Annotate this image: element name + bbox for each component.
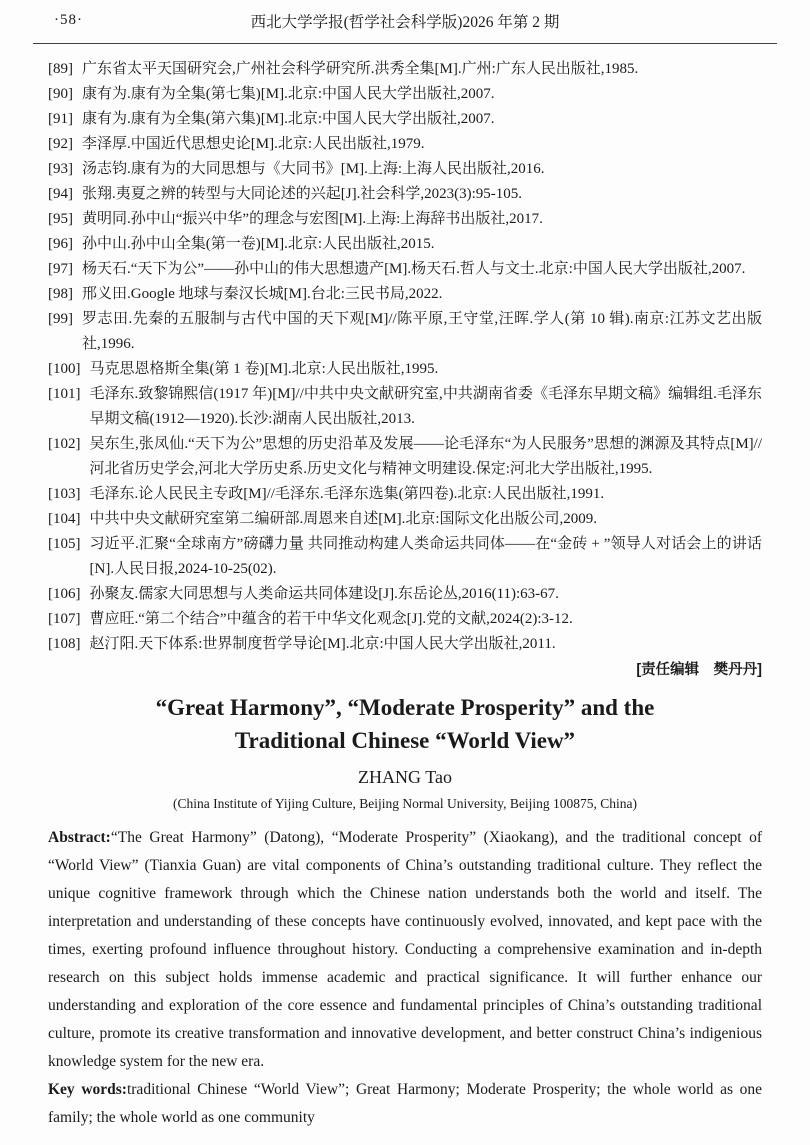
reference-number: [99]	[48, 311, 73, 327]
page-number: ·58·	[54, 12, 83, 28]
reference-number: [101]	[48, 386, 81, 402]
reference-item	[48, 357, 762, 382]
reference-number: [104]	[48, 511, 81, 527]
reference-number: [106]	[48, 586, 81, 602]
reference-item	[48, 57, 762, 82]
reference-item	[48, 507, 762, 532]
reference-number: [91]	[48, 111, 73, 127]
reference-text: 罗志田.先秦的五服制与古代中国的天下观[M]//陈平原,王守堂,汪晖.学人(第 10 辑).南京:江苏文艺出版社,1996.	[82, 311, 762, 352]
reference-item	[48, 107, 762, 132]
reference-text: 汤志钧.康有为的大同思想与《大同书》[M].上海:上海人民出版社,2016.	[82, 161, 545, 177]
reference-item	[48, 82, 762, 107]
reference-text: 赵汀阳.天下体系:世界制度哲学导论[M].北京:中国人民大学出版社,2011.	[89, 636, 556, 652]
reference-number: [102]	[48, 436, 81, 452]
reference-number: [108]	[48, 636, 81, 652]
reference-text: 康有为.康有为全集(第七集)[M].北京:中国人民大学出版社,2007.	[82, 86, 495, 102]
reference-text: 张翔.夷夏之辨的转型与大同论述的兴起[J].社会科学,2023(3):95-105.	[82, 186, 522, 202]
reference-number: [92]	[48, 136, 73, 152]
english-title	[48, 691, 762, 757]
reference-number: [98]	[48, 286, 73, 302]
reference-number: [93]	[48, 161, 73, 177]
reference-number: [100]	[48, 361, 81, 377]
reference-text: 毛泽东.论人民民主专政[M]//毛泽东.毛泽东选集(第四卷).北京:人民出版社,1991.	[89, 486, 605, 502]
reference-number: [107]	[48, 611, 81, 627]
reference-item	[48, 607, 762, 632]
reference-text: 曹应旺.“第二个结合”中蕴含的若干中华文化观念[J].党的文献,2024(2):3-12.	[89, 611, 573, 627]
reference-text: 吴东生,张凤仙.“天下为公”思想的历史沿革及发展——论毛泽东“为人民服务”思想的渊源及其特点[M]//河北省历史学会,河北大学历史系.历史文化与精神文明建设.保定:河北大学出版社,1995.	[89, 436, 762, 477]
reference-text: 邢义田.Google 地球与秦汉长城[M].台北:三民书局,2022.	[82, 286, 443, 302]
author-affiliation: (China Institute of Yijing Culture, Beijing Normal University, Beijing 100875, China)	[173, 796, 637, 811]
reference-item	[48, 232, 762, 257]
abstract-paragraph	[48, 824, 762, 1076]
reference-text: 广东省太平天国研究会,广州社会科学研究所.洪秀全集[M].广州:广东人民出版社,1985.	[82, 61, 639, 77]
keywords-text: traditional Chinese “World View”; Great Harmony; Moderate Prosperity; the whole world as one family; the whole world as one community	[48, 1081, 763, 1126]
keywords-label: Key words:	[48, 1081, 127, 1098]
reference-item	[48, 132, 762, 157]
reference-text: 李泽厚.中国近代思想史论[M].北京:人民出版社,1979.	[82, 136, 425, 152]
header-rule	[33, 43, 777, 44]
reference-number: [105]	[48, 536, 81, 552]
reference-text: 杨天石.“天下为公”——孙中山的伟大思想遗产[M].杨天石.哲人与文士.北京:中国人民大学出版社,2007.	[82, 261, 746, 277]
reference-text: 中共中央文献研究室第二编研部.周恩来自述[M].北京:国际文化出版公司,2009.	[89, 511, 597, 527]
reference-text: 黄明同.孙中山“振兴中华”的理念与宏图[M].上海:上海辞书出版社,2017.	[82, 211, 543, 227]
reference-text: 康有为.康有为全集(第六集)[M].北京:中国人民大学出版社,2007.	[82, 111, 495, 127]
reference-number: [96]	[48, 236, 73, 252]
journal-running-title: 西北大学学报(哲学社会科学版)2026 年第 2 期	[250, 14, 560, 31]
reference-number: [89]	[48, 61, 73, 77]
reference-number: [94]	[48, 186, 73, 202]
author-name: ZHANG Tao	[358, 767, 452, 787]
reference-item	[48, 307, 762, 357]
english-title-line-1: “Great Harmony”, “Moderate Prosperity” and the	[155, 695, 655, 720]
reference-number: [95]	[48, 211, 73, 227]
reference-number: [90]	[48, 86, 73, 102]
reference-item	[48, 257, 762, 282]
reference-item	[48, 207, 762, 232]
reference-number: [97]	[48, 261, 73, 277]
reference-item	[48, 282, 762, 307]
reference-item	[48, 382, 762, 432]
reference-text: 孙聚友.儒家大同思想与人类命运共同体建设[J].东岳论丛,2016(11):63-67.	[89, 586, 559, 602]
english-title-line-2: Traditional Chinese “World View”	[234, 728, 576, 753]
abstract-text: “The Great Harmony” (Datong), “Moderate Prosperity” (Xiaokang), and the traditional concept of “World View” (Tianxia Guan) are vital components of China’s outstanding traditional culture. They reflect the unique cognitive framework through which the Chinese nation understands both the world and itself. The interpretation and understanding of these concepts have continuously evolved, innovated, and kept pace with the times, exerting profound influence throughout history. Conducting a comprehensive examination and in-depth research on this subject holds immense academic and practical significance. It will further enhance our understanding and exploration of the core essence and fundamental principles of China’s outstanding traditional culture, promote its creative transformation and innovative development, and better construct China’s indigenious knowledge system for the new era.	[48, 829, 762, 1070]
reference-item	[48, 182, 762, 207]
reference-item	[48, 157, 762, 182]
reference-item	[48, 532, 762, 582]
reference-number: [103]	[48, 486, 81, 502]
reference-text: 马克思恩格斯全集(第 1 卷)[M].北京:人民出版社,1995.	[89, 361, 439, 377]
keywords-paragraph	[48, 1076, 762, 1132]
reference-text: 习近平.汇聚“全球南方”磅礴力量 共同推动构建人类命运共同体——在“金砖 + ”领导人对话会上的讲话[N].人民日报,2024-10-25(02).	[89, 536, 762, 577]
reference-item	[48, 632, 762, 657]
reference-item	[48, 432, 762, 482]
page-header	[0, 0, 810, 40]
reference-item	[48, 582, 762, 607]
references-list	[48, 57, 762, 657]
reference-text: 孙中山.孙中山全集(第一卷)[M].北京:人民出版社,2015.	[82, 236, 435, 252]
abstract-label: Abstract:	[48, 829, 111, 846]
reference-text: 毛泽东.致黎锦熙信(1917 年)[M]//中共中央文献研究室,中共湖南省委《毛泽东早期文稿》编辑组.毛泽东早期文稿(1912—1920).长沙:湖南人民出版社,2013.	[89, 386, 762, 427]
responsible-editor-note: [责任编辑 樊丹丹]	[636, 662, 762, 678]
reference-item	[48, 482, 762, 507]
